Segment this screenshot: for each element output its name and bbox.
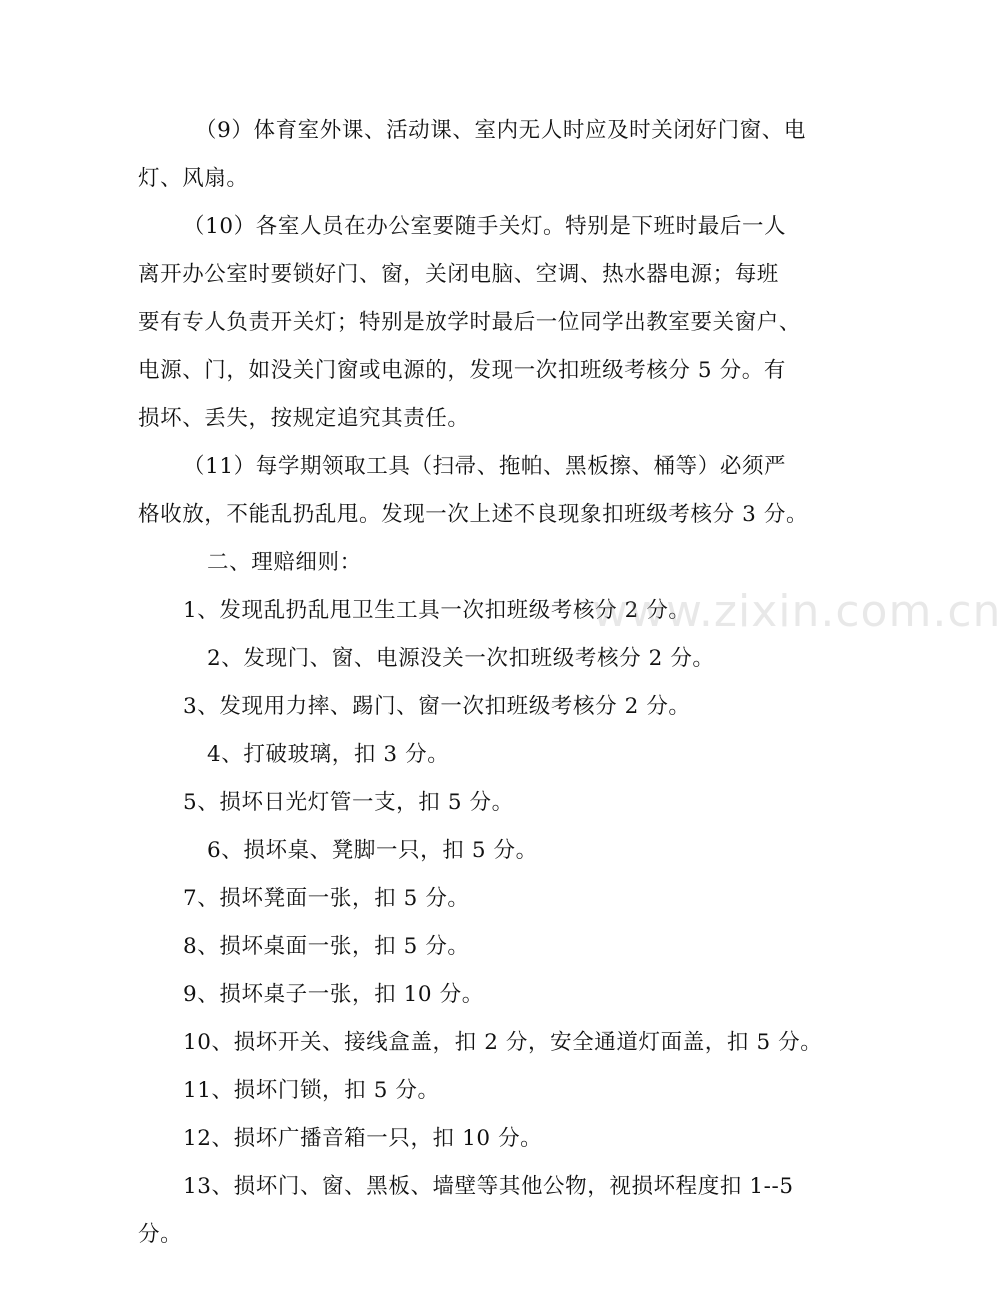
- paragraph-10-line-4: 电源、门，如没关门窗或电源的，发现一次扣班级考核分 5 分。有: [138, 358, 786, 383]
- rule-item: 3、发现用力摔、踢门、窗一次扣班级考核分 2 分。: [183, 694, 691, 719]
- rule-item: 7、损坏凳面一张，扣 5 分。: [183, 886, 470, 911]
- paragraph-11-line-1: （11）每学期领取工具（扫帚、拖帕、黑板擦、桶等）必须严: [183, 454, 787, 479]
- paragraph-10-line-1: （10）各室人员在办公室要随手关灯。特别是下班时最后一人: [183, 214, 787, 239]
- rule-item: 6、损坏桌、凳脚一只，扣 5 分。: [207, 838, 538, 863]
- rule-item: 2、发现门、窗、电源没关一次扣班级考核分 2 分。: [207, 646, 715, 671]
- rule-item: 11、损坏门锁，扣 5 分。: [183, 1078, 440, 1103]
- watermark: www.zixin.com.cn: [592, 586, 1001, 637]
- paragraph-10-line-3: 要有专人负责开关灯；特别是放学时最后一位同学出教室要关窗户、: [138, 310, 802, 335]
- rule-item: 4、打破玻璃，扣 3 分。: [207, 742, 450, 767]
- paragraph-9-line-2: 灯、风扇。: [138, 166, 249, 191]
- paragraph-11-line-2: 格收放，不能乱扔乱甩。发现一次上述不良现象扣班级考核分 3 分。: [138, 502, 809, 527]
- paragraph-10-line-2: 离开办公室时要锁好门、窗，关闭电脑、空调、热水器电源；每班: [138, 262, 779, 287]
- rule-item-continuation: 分。: [138, 1222, 183, 1247]
- rule-item: 13、损坏门、窗、黑板、墙壁等其他公物，视损坏程度扣 1--5: [183, 1174, 794, 1199]
- rule-item: 8、损坏桌面一张，扣 5 分。: [183, 934, 470, 959]
- rule-item: 12、损坏广播音箱一只，扣 10 分。: [183, 1126, 543, 1151]
- rule-item: 9、损坏桌子一张，扣 10 分。: [183, 982, 484, 1007]
- rule-item: 1、发现乱扔乱甩卫生工具一次扣班级考核分 2 分。: [183, 598, 691, 623]
- paragraph-9-line-1: （9）体育室外课、活动课、室内无人时应及时关闭好门窗、电: [195, 118, 806, 143]
- section-heading: 二、理赔细则：: [207, 550, 362, 575]
- rule-item: 5、损坏日光灯管一支，扣 5 分。: [183, 790, 514, 815]
- rule-item: 10、损坏开关、接线盒盖，扣 2 分，安全通道灯面盖，扣 5 分。: [183, 1030, 823, 1055]
- paragraph-10-line-5: 损坏、丢失，按规定追究其责任。: [138, 406, 470, 431]
